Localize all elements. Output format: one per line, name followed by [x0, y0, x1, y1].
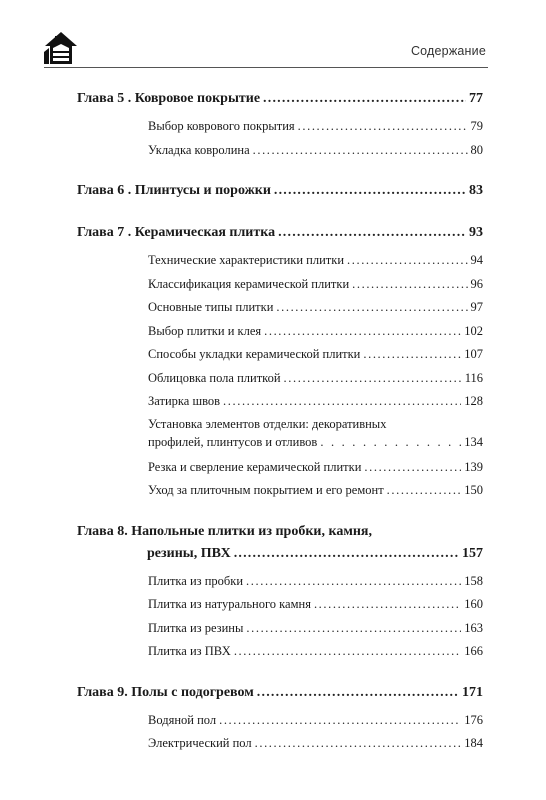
chapter-7: [77, 222, 483, 503]
section-page: 116: [464, 370, 483, 385]
section-page: 139: [464, 459, 483, 474]
section-row[interactable]: [148, 320, 483, 344]
chapter-row[interactable]: [77, 88, 483, 110]
dot-leader: [255, 732, 462, 756]
dot-leader: [246, 617, 461, 641]
section-title: Классификация керамической плитки: [148, 276, 350, 291]
section-list: [77, 570, 483, 664]
section-page: 150: [464, 483, 483, 497]
section-title-line1: Установка элементов отделки: декоративных: [148, 416, 387, 431]
section-list: [77, 249, 483, 503]
section-row[interactable]: [148, 115, 483, 139]
section-row[interactable]: [148, 732, 483, 756]
section-title: Плитка из резины: [148, 620, 244, 635]
dot-leader: [246, 570, 461, 594]
dot-leader: [234, 543, 459, 565]
chapter-row[interactable]: [77, 222, 483, 244]
section-page: 80: [470, 142, 483, 157]
chapter-title: Глава 6 . Плинтусы и порожки: [77, 183, 271, 198]
chapter-title-line1[interactable]: Глава 8. Напольные плитки из пробки, камня,: [77, 523, 373, 539]
section-row[interactable]: [148, 479, 483, 503]
section-row[interactable]: [148, 570, 483, 594]
section-page: 158: [464, 573, 483, 588]
dot-leader: [347, 249, 467, 273]
section-row[interactable]: [148, 343, 483, 367]
chapter-page: 83: [469, 183, 483, 198]
dot-leader: [276, 296, 467, 320]
section-title: Затирка швов: [148, 394, 221, 408]
chapter-page: 157: [462, 545, 483, 561]
section-row[interactable]: [148, 273, 483, 297]
section-list: [77, 115, 483, 162]
section-list: [77, 709, 483, 756]
section-page: 166: [464, 644, 483, 658]
dot-leader: [298, 115, 468, 139]
section-title: Укладка ковролина: [148, 142, 250, 157]
section-title: Электрический пол: [148, 736, 252, 750]
section-row-multiline[interactable]: [148, 415, 483, 451]
section-row[interactable]: [148, 617, 483, 641]
header-title: Содержание: [410, 44, 486, 58]
dot-leader: [352, 273, 467, 297]
section-title: Резка и сверление керамической плитки: [148, 459, 362, 474]
chapter-page: 171: [462, 684, 483, 700]
section-row[interactable]: [148, 640, 483, 664]
section-page: 176: [464, 712, 483, 727]
section-title-line2: профилей, плинтусов и отливов: [148, 434, 318, 449]
section-title: Способы укладки керамической плитки: [148, 347, 361, 361]
section-row[interactable]: [148, 296, 483, 320]
section-page: 94: [470, 253, 483, 267]
section-page: 79: [470, 119, 483, 133]
section-title: Уход за плиточным покрытием и его ремонт: [148, 483, 384, 497]
section-title: Облицовка пола плиткой: [148, 370, 281, 385]
dot-leader: [219, 709, 461, 733]
chapter-title: Глава 5 . Ковровое покрытие: [77, 91, 261, 106]
house-logo-icon: [44, 30, 78, 66]
chapter-title-line2: резины, ПВХ: [147, 545, 231, 561]
section-row[interactable]: [148, 367, 483, 391]
dot-leader: [264, 320, 461, 344]
dot-leader: [364, 456, 461, 480]
dot-leader: [257, 682, 459, 704]
section-page: 163: [464, 620, 483, 635]
dot-leader: [234, 640, 461, 664]
dot-leader: [284, 367, 462, 391]
chapter-page: 93: [469, 225, 483, 240]
section-row[interactable]: [148, 709, 483, 733]
dot-leader: [314, 593, 461, 617]
section-page: 184: [464, 736, 483, 750]
section-title: Плитка из пробки: [148, 573, 244, 588]
dot-leader: [253, 139, 468, 163]
page-header: [0, 0, 546, 72]
section-page: 96: [470, 276, 483, 291]
section-page: 128: [464, 394, 483, 408]
section-title: Выбор коврового покрытия: [148, 119, 295, 133]
section-title: Плитка из натурального камня: [148, 597, 311, 611]
section-page: 134: [464, 434, 483, 449]
dot-leader: [263, 88, 466, 110]
section-row[interactable]: [148, 390, 483, 414]
chapter-5: [77, 88, 483, 162]
header-rule: [44, 67, 488, 68]
chapter-9: [77, 682, 483, 756]
dot-leader: [223, 390, 461, 414]
chapter-8: [77, 521, 483, 664]
section-title: Технические характеристики плитки: [148, 253, 345, 267]
section-page: 107: [464, 347, 483, 361]
chapter-page: 77: [469, 91, 483, 106]
dot-leader: [278, 222, 466, 244]
chapter-row[interactable]: [77, 180, 483, 202]
section-page: 160: [464, 597, 483, 611]
section-title: Плитка из ПВХ: [148, 644, 231, 658]
dot-leader: [363, 343, 461, 367]
section-title: Основные типы плитки: [148, 300, 274, 314]
section-row[interactable]: [148, 139, 483, 163]
section-page: 97: [470, 300, 483, 314]
dot-leader: [274, 180, 466, 202]
chapter-row[interactable]: [77, 543, 483, 565]
chapter-title: Глава 9. Полы с подогревом: [77, 684, 254, 700]
section-row[interactable]: [148, 249, 483, 273]
section-title: Водяной пол: [148, 712, 217, 727]
section-page: 102: [464, 323, 483, 338]
table-of-contents: [77, 88, 483, 774]
chapter-title: Глава 7 . Керамическая плитка: [77, 225, 276, 240]
section-row[interactable]: [148, 456, 483, 480]
section-row[interactable]: [148, 593, 483, 617]
dot-leader: [387, 479, 462, 503]
section-title: Выбор плитки и клея: [148, 323, 262, 338]
chapter-row[interactable]: [77, 682, 483, 704]
chapter-6: [77, 180, 483, 202]
dot-leader: [320, 433, 461, 451]
